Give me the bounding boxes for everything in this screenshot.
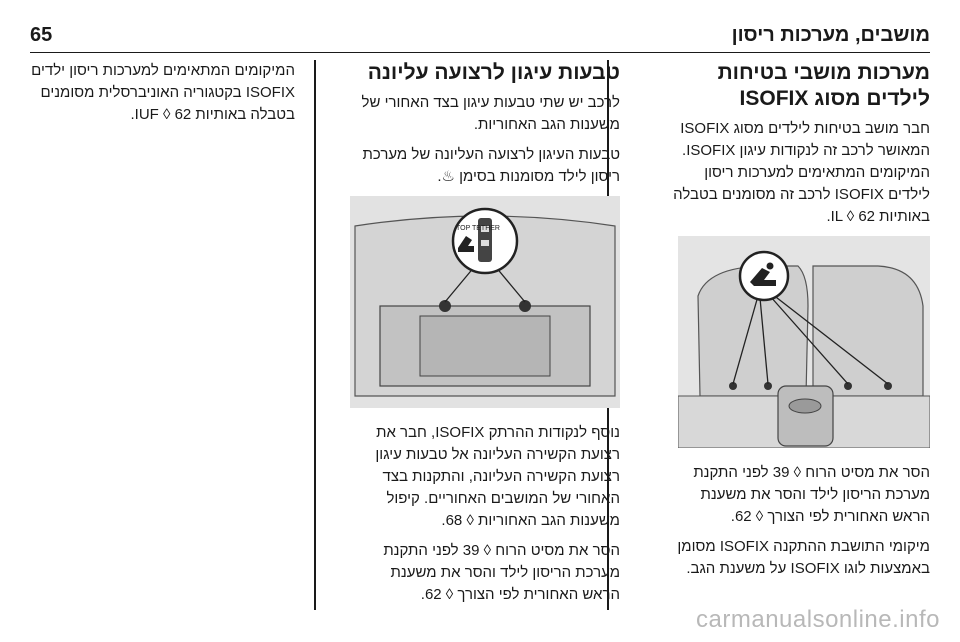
tether-install-paragraph: נוסף לנקודות ההרתק ISOFIX, חבר את רצועת הקשירה העליונה אל טבעות עיגון רצועת הקשירה העליונה, והתקנות בצד האחורי של המושבים האחוריים. קיפול משענות הגב האחוריות ◊ 68. [375, 424, 620, 529]
mount-location-paragraph: מיקומי התושבת ההתקנה ISOFIX מסומן באמצעות לוגו ISOFIX על משענת הגב. [677, 538, 930, 577]
top-tether-heading: טבעות עיגון לרצועה עליונה [367, 61, 620, 84]
isofix-paragraph: חבר מושב בטיחות לילדים מסוג ISOFIX המאושר לרכב זה לנקודות עיגון ISOFIX. המיקומים המתאימים למערכות ריסון לילדים ISOFIX לרכב זה מסומנים בטבלה באותיות IL ◊ 62. [673, 120, 930, 225]
trunk-illustration [350, 196, 620, 408]
top-tether-symbol-paragraph: טבעות העיגון לרצועה העליונה של מערכת ריסון לילד מסומנות בסימן ♨. [362, 146, 620, 185]
rear-seat-isofix-figure [678, 236, 930, 448]
middle-column [350, 60, 620, 614]
deflector-paragraph-2: הסר את מסיט הרוח ◊ 39 לפני התקנת מערכת הריסון לילד והסר את משענת הראש האחורית לפי הצורך ◊ 62. [383, 542, 620, 603]
isofix-child-seat-icon [740, 252, 788, 300]
running-title: מושבים, מערכות ריסון [731, 24, 930, 46]
top-tether-label: TOP TETHER [456, 225, 500, 232]
top-tether-icon [453, 209, 517, 273]
column-divider [314, 60, 316, 610]
page-number: 65 [30, 24, 53, 46]
trunk-top-tether-figure [350, 196, 620, 408]
universal-category-paragraph: המיקומים המתאימים למערכות ריסון ילדים ISOFIX בקטגוריה האוניברסלית מסומנים בטבלה באותיות IUF ◊ 62. [31, 62, 295, 123]
page-header [30, 22, 930, 53]
top-tether-paragraph: לרכב יש שתי טבעות עיגון בצד האחורי של משענות הגב האחוריות. [361, 94, 620, 133]
rear-seat-illustration [678, 236, 930, 448]
deflector-paragraph: הסר את מסיט הרוח ◊ 39 לפני התקנת מערכת הריסון לילד והסר את משענת הראש האחורית לפי הצורך ◊ 62. [693, 464, 930, 525]
left-column [30, 60, 295, 134]
isofix-heading: מערכות מושבי בטיחות לילדים מסוג ISOFIX [717, 61, 930, 110]
right-column [670, 60, 930, 588]
watermark: carmanualsonline.info [696, 606, 940, 633]
